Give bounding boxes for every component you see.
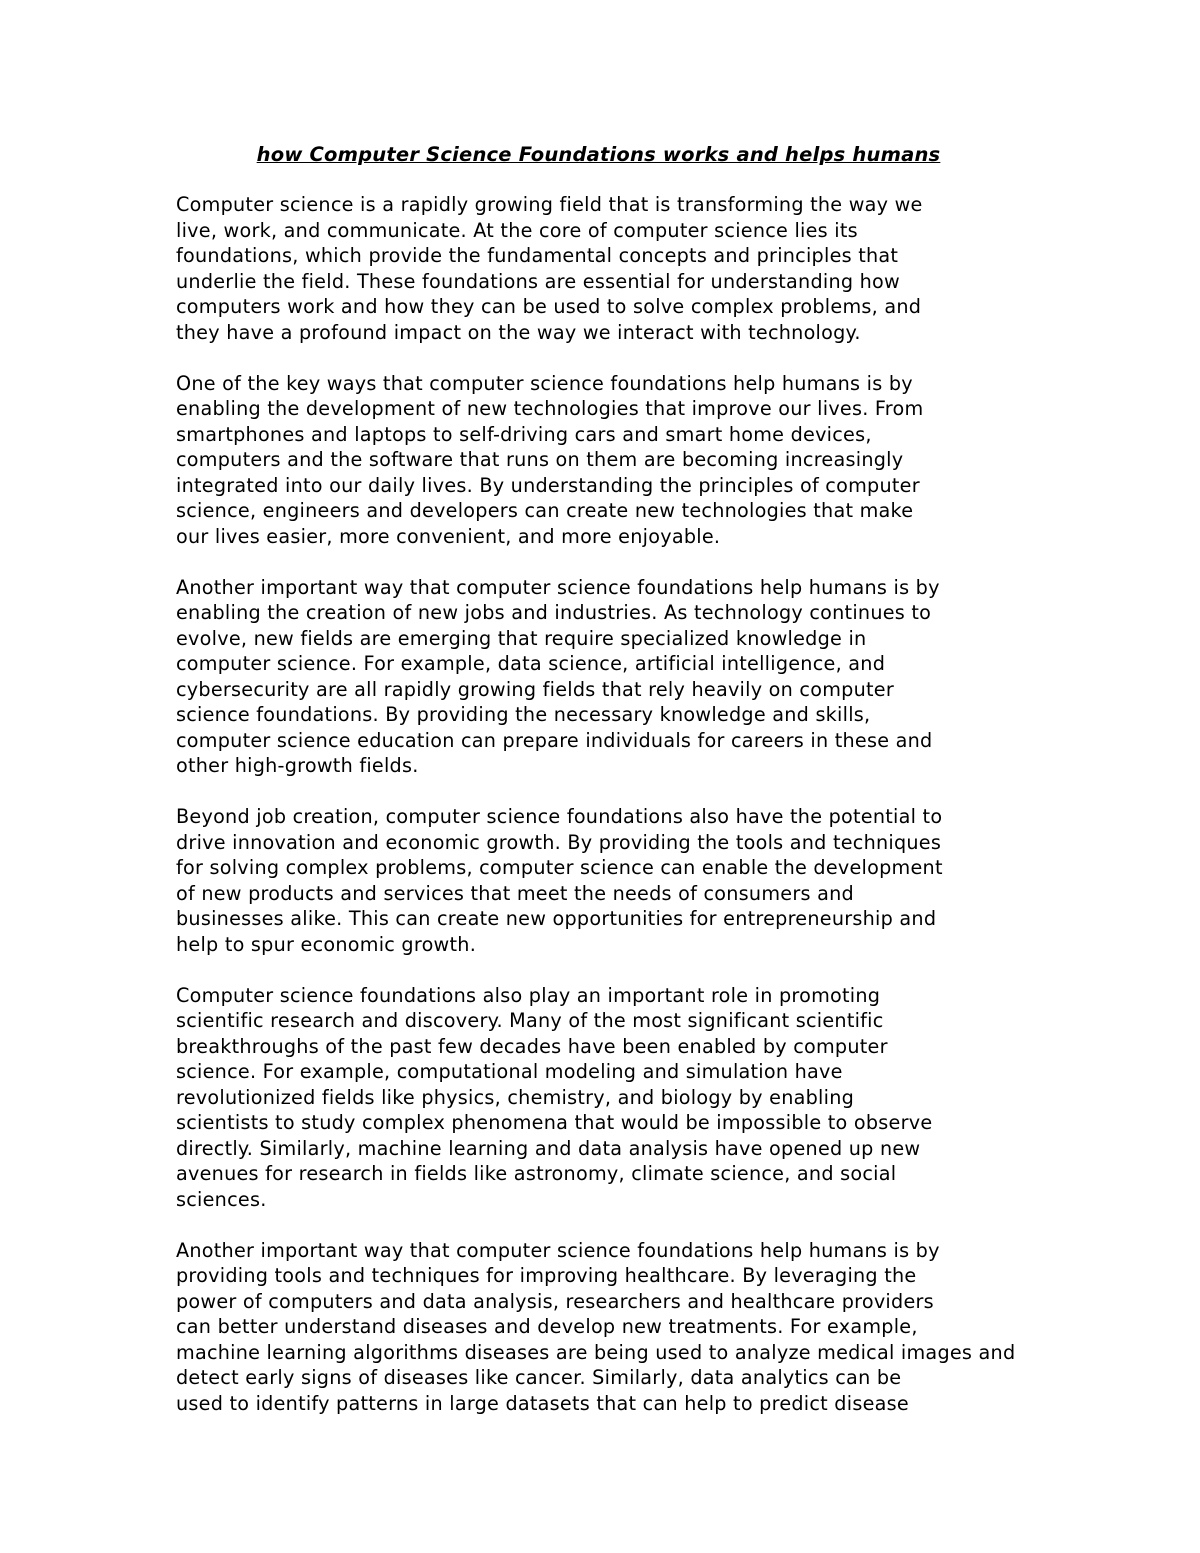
text-line: our lives easier, more convenient, and more enjoyable.	[176, 524, 721, 548]
text-line: machine learning algorithms diseases are being used to analyze medical images and	[176, 1340, 1016, 1364]
text-line: science. For example, computational modeling and simulation have	[176, 1060, 843, 1083]
text-line: of new products and services that meet the needs of consumers and	[176, 881, 854, 905]
text-line: integrated into our daily lives. By understanding the principles of computer	[176, 473, 920, 497]
text-line: used to identify patterns in large datasets that can help to predict disease	[176, 1391, 909, 1415]
text-line: One of the key ways that computer science foundations help humans is by	[176, 371, 913, 395]
text-line: scientists to study complex phenomena that would be impossible to observe	[176, 1111, 933, 1134]
paragraph-5	[176, 983, 1026, 1213]
text-line: can better understand diseases and develop new treatments. For example,	[176, 1315, 918, 1338]
text-line: they have a profound impact on the way we interact with technology.	[176, 320, 861, 344]
text-line: live, work, and communicate. At the core of computer science lies its	[176, 218, 858, 242]
paragraph-3	[176, 575, 1026, 779]
text-line: breakthroughs of the past few decades have been enabled by computer	[176, 1034, 888, 1058]
text-line: cybersecurity are all rapidly growing fields that rely heavily on computer	[176, 677, 894, 701]
text-line: power of computers and data analysis, researchers and healthcare providers	[176, 1289, 934, 1313]
paragraph-4	[176, 804, 1026, 957]
text-line: Computer science foundations also play an important role in promoting	[176, 983, 881, 1007]
text-line: sciences.	[176, 1187, 267, 1211]
text-line: Computer science is a rapidly growing field that is transforming the way we	[176, 193, 923, 216]
paragraph-2	[176, 371, 1026, 550]
text-line: computers work and how they can be used to solve complex problems, and	[176, 295, 922, 318]
text-line: avenues for research in fields like astronomy, climate science, and social	[176, 1162, 897, 1185]
text-line: directly. Similarly, machine learning and data analysis have opened up new	[176, 1136, 921, 1160]
text-line: science foundations. By providing the necessary knowledge and skills,	[176, 703, 871, 726]
text-line: Another important way that computer science foundations help humans is by	[176, 575, 940, 599]
text-line: enabling the creation of new jobs and industries. As technology continues to	[176, 601, 932, 624]
text-line: enabling the development of new technologies that improve our lives. From	[176, 397, 924, 420]
text-line: underlie the field. These foundations are essential for understanding how	[176, 269, 900, 293]
paragraph-1	[176, 192, 1026, 345]
text-line: science, engineers and developers can create new technologies that make	[176, 499, 914, 522]
document-title: how Computer Science Foundations works and helps humans	[256, 143, 941, 166]
text-line: for solving complex problems, computer science can enable the development	[176, 856, 943, 879]
text-line: drive innovation and economic growth. By providing the tools and techniques	[176, 830, 942, 854]
text-line: evolve, new fields are emerging that require specialized knowledge in	[176, 626, 867, 650]
document-body	[176, 192, 1026, 1442]
text-line: revolutionized fields like physics, chemistry, and biology by enabling	[176, 1085, 855, 1109]
text-line: computers and the software that runs on them are becoming increasingly	[176, 448, 904, 471]
text-line: scientific research and discovery. Many of the most significant scientific	[176, 1009, 884, 1032]
text-line: other high-growth fields.	[176, 754, 419, 777]
text-line: foundations, which provide the fundamental concepts and principles that	[176, 244, 899, 267]
text-line: providing tools and techniques for improving healthcare. By leveraging the	[176, 1264, 917, 1287]
text-line: Another important way that computer science foundations help humans is by	[176, 1238, 940, 1262]
text-line: detect early signs of diseases like cancer. Similarly, data analytics can be	[176, 1366, 902, 1389]
text-line: help to spur economic growth.	[176, 932, 477, 956]
text-line: computer science education can prepare individuals for careers in these and	[176, 728, 933, 752]
paragraph-6	[176, 1238, 1026, 1417]
text-line: smartphones and laptops to self-driving cars and smart home devices,	[176, 422, 872, 446]
text-line: businesses alike. This can create new opportunities for entrepreneurship and	[176, 907, 937, 930]
text-line: computer science. For example, data science, artificial intelligence, and	[176, 652, 886, 675]
text-line: Beyond job creation, computer science foundations also have the potential to	[176, 805, 943, 828]
